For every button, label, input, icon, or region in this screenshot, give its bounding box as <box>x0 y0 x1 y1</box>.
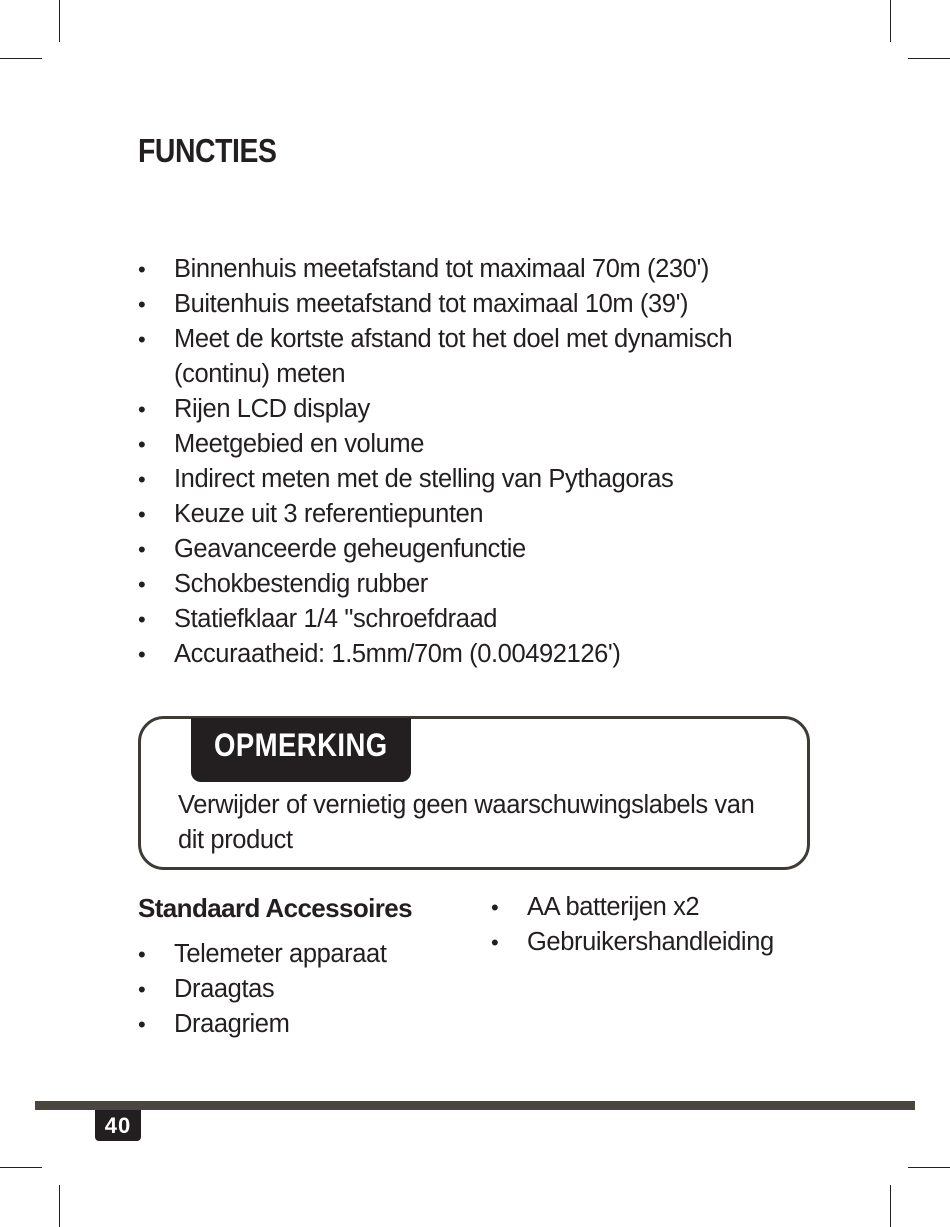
crop-mark <box>890 1185 891 1227</box>
accessories-heading: Standaard Accessoires <box>138 893 413 923</box>
footer-bar <box>35 1101 915 1110</box>
list-item <box>138 1007 458 1042</box>
note-label: OPMERKING <box>214 727 388 763</box>
list-item <box>491 890 851 925</box>
list-item-text: Indirect meten met de stelling van Pythagoras <box>174 465 674 493</box>
list-item-text: Binnenhuis meetafstand tot maximaal 70m (230') <box>174 255 710 283</box>
crop-mark <box>0 58 42 59</box>
bullet-icon: • <box>138 257 146 282</box>
list-item-text: Statiefklaar 1/4 "schroefdraad <box>174 605 498 633</box>
list-item-text: Schokbestendig rubber <box>174 570 428 598</box>
list-item-text: Telemeter apparaat <box>174 940 387 968</box>
bullet-icon: • <box>138 502 146 527</box>
bullet-icon: • <box>138 292 146 317</box>
list-item-text: Accuraatheid: 1.5mm/70m (0.00492126') <box>174 640 621 668</box>
bullet-icon: • <box>138 432 146 457</box>
bullet-icon: • <box>138 977 146 1002</box>
list-item <box>138 937 458 972</box>
list-item <box>138 567 788 602</box>
bullet-icon: • <box>138 397 146 422</box>
section-title: FUNCTIES <box>138 132 277 169</box>
list-item-text: Keuze uit 3 referentiepunten <box>174 500 484 528</box>
list-item-text: AA batterijen x2 <box>527 893 700 921</box>
list-item <box>138 497 788 532</box>
crop-mark <box>59 1185 60 1227</box>
crop-mark <box>908 58 950 59</box>
list-item-text: Buitenhuis meetafstand tot maximaal 10m (39') <box>174 290 689 318</box>
bullet-icon: • <box>138 327 146 352</box>
list-item <box>138 392 788 427</box>
features-list <box>138 252 788 672</box>
bullet-icon: • <box>138 537 146 562</box>
list-item <box>138 637 788 672</box>
crop-mark <box>890 0 891 42</box>
page-number: 40 <box>95 1110 141 1141</box>
bullet-icon: • <box>138 607 146 632</box>
bullet-icon: • <box>491 930 499 955</box>
list-item-text: Gebruikershandleiding <box>527 928 774 956</box>
list-item-text: Meetgebied en volume <box>174 430 425 458</box>
bullet-icon: • <box>138 642 146 667</box>
list-item <box>138 427 788 462</box>
list-item <box>138 972 458 1007</box>
accessories-list-right <box>491 890 851 960</box>
list-item <box>138 287 788 322</box>
crop-mark <box>0 1167 42 1168</box>
note-text: Verwijder of vernietig geen waarschuwingslabels van dit product <box>178 791 755 854</box>
crop-mark <box>908 1167 950 1168</box>
list-item <box>138 462 788 497</box>
bullet-icon: • <box>138 467 146 492</box>
list-item <box>138 252 788 287</box>
list-item-text: Draagtas <box>174 975 275 1003</box>
bullet-icon: • <box>138 572 146 597</box>
accessories-list-left <box>138 937 458 1042</box>
bullet-icon: • <box>138 1012 146 1037</box>
list-item-text: Meet de kortste afstand tot het doel met dynamisch (continu) meten <box>174 325 733 388</box>
list-item <box>138 532 788 567</box>
list-item-text: Draagriem <box>174 1010 290 1038</box>
crop-mark <box>59 0 60 42</box>
list-item <box>491 925 851 960</box>
bullet-icon: • <box>138 942 146 967</box>
list-item-text: Geavanceerde geheugenfunctie <box>174 535 526 563</box>
list-item <box>138 602 788 637</box>
list-item <box>138 322 788 392</box>
bullet-icon: • <box>491 895 499 920</box>
list-item-text: Rijen LCD display <box>174 395 370 423</box>
